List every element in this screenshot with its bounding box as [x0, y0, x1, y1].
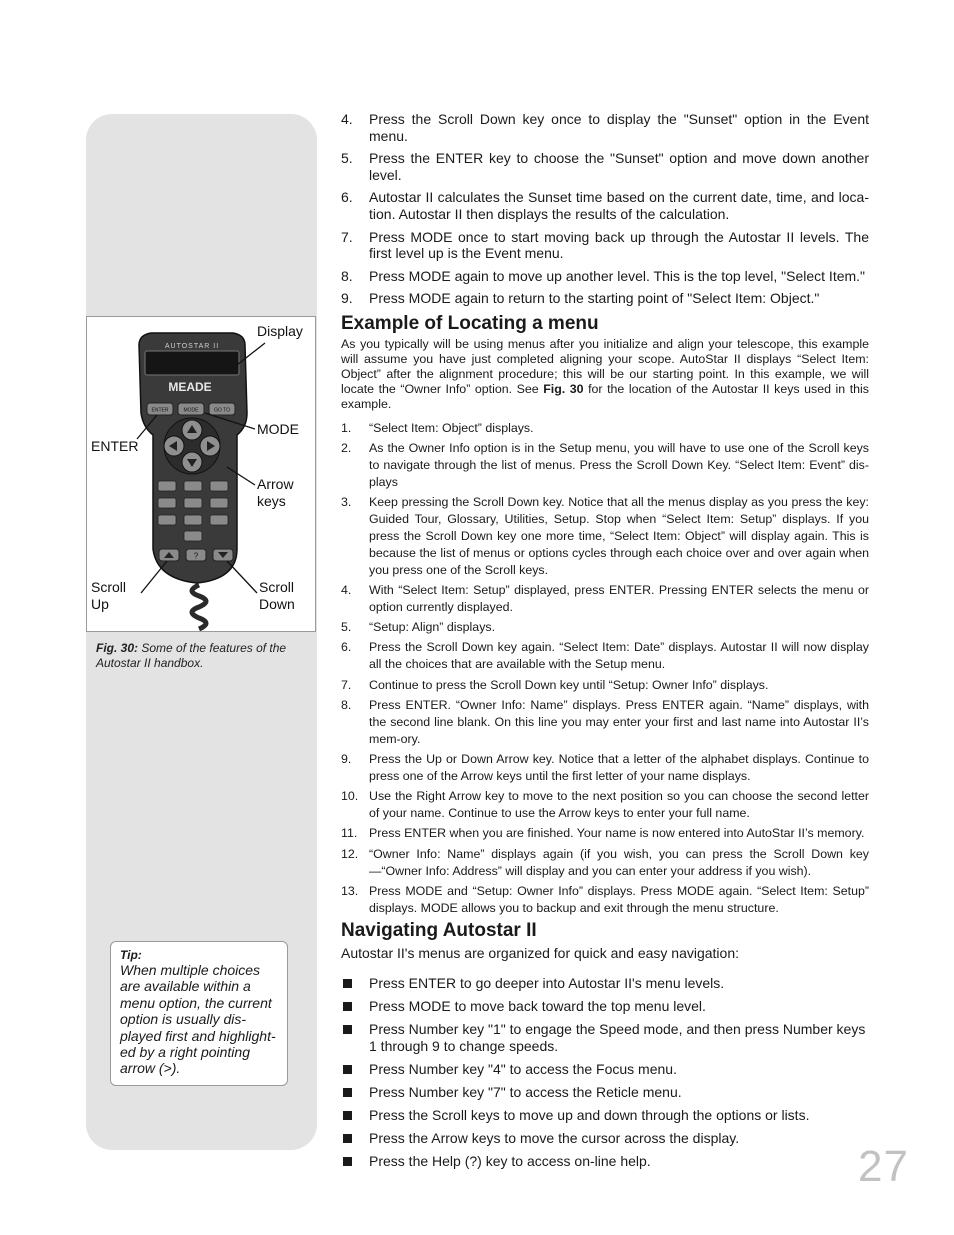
number-key[interactable]: [158, 515, 176, 525]
step-text: “Setup: Align” displays.: [369, 620, 496, 635]
label-mode: MODE: [257, 421, 299, 437]
navigating-intro: Autostar II's menus are organized for quick and easy navigation:: [341, 945, 740, 962]
step-text: Press ENTER. “Owner Info: Name” displays. Press ENTER again. “Name” displays, with the second line blank. On this line you may enter your first and last name into Autostar II’s mem-ory.: [369, 698, 869, 746]
handbox-display: [145, 351, 239, 375]
step-text: With “Select Item: Setup” displayed, press ENTER. Pressing ENTER selects the menu or option currently displayed.: [369, 582, 869, 614]
bullet-text: Press the Arrow keys to move the cursor across the display.: [369, 1130, 740, 1147]
step-text: Press MODE once to start moving back up through the Autostar II levels. The first level up is the Event menu.: [369, 228, 869, 262]
step-text: Keep pressing the Scroll Down key. Notice that all the menus display as you press the key: Guided Tour, Glossary, Utilities, Setup. Stop when “Select Item: Setup” displays. If you press the Scroll Down key one more time, “Select Item: Object” will display again. This is because the list of menus or options cycles through each choice over and over again when you press one of the Scroll keys.: [369, 495, 869, 577]
goto-key-label: GO TO: [214, 407, 230, 414]
list-item: [341, 975, 869, 992]
figure-30: [86, 316, 316, 632]
bullet-square-icon: [343, 1002, 352, 1011]
list-item: [341, 883, 869, 917]
step-text: As the Owner Info option is in the Setup menu, you will have to use one of the Scroll keys to navigate through the list of menus. Press the Scroll Down Key. “Select Item: Event” dis-plays: [369, 441, 869, 489]
number-key[interactable]: [184, 515, 202, 525]
step-text: Continue to press the Scroll Down key until “Setup: Owner Info” displays.: [369, 677, 769, 692]
coiled-cord: [192, 585, 206, 629]
tip-body: When multiple choices are available within a menu option, the current option is usually dis-played first and highlight-ed by a right pointing arrow (>).: [120, 962, 276, 1077]
label-scroll-up-line2: Up: [91, 596, 109, 612]
step-number: 13.: [341, 883, 359, 898]
step-number: 1.: [341, 420, 352, 435]
meade-logo: MEADE: [168, 380, 212, 394]
number-key[interactable]: [184, 531, 202, 541]
navigating-heading: Navigating Autostar II: [341, 920, 537, 942]
bullet-text: Press Number key "4" to access the Focus menu.: [369, 1061, 677, 1078]
main-column: [341, 111, 869, 1177]
list-item: [341, 189, 869, 222]
step-number: 9.: [341, 290, 353, 307]
step-text: Press the ENTER key to choose the "Sunset" option and move down another level.: [369, 150, 869, 183]
list-item: [341, 494, 869, 578]
label-scroll-down: [259, 579, 295, 613]
list-item: [341, 677, 869, 694]
label-enter: ENTER: [91, 438, 139, 454]
list-item: [341, 268, 869, 285]
help-key-label: ?: [193, 551, 199, 561]
navigating-bullets: [341, 975, 869, 1170]
list-item: [341, 825, 869, 842]
list-item: [341, 846, 869, 880]
step-text: Autostar II calculates the Sunset time based on the current date, time, and loca-tion. Autostar II then displays the results of the calculation.: [369, 189, 869, 222]
top-keys: [147, 403, 235, 415]
step-text: Press the Scroll Down key again. “Select Item: Date” displays. Autostar II will now display all the choices that are available with the Setup menu.: [369, 640, 869, 672]
intro-text-b: for the location of the Autostar II keys used in this example.: [341, 381, 870, 411]
step-number: 7.: [341, 677, 352, 692]
caption-text: Some of the features of the Autostar II handbox.: [96, 641, 287, 670]
bullet-text: Press the Help (?) key to access on-line help.: [369, 1153, 651, 1170]
step-number: 3.: [341, 495, 352, 510]
label-scroll-up: [91, 579, 126, 613]
step-text: Press the Scroll Down key once to display the "Sunset" option in the Event menu.: [369, 111, 869, 144]
tip-box: [110, 941, 288, 1086]
intro-figure-ref: Fig. 30: [543, 381, 584, 396]
step-number: 12.: [341, 846, 359, 861]
number-key[interactable]: [210, 498, 228, 508]
list-item: [341, 1130, 869, 1147]
list-item: [341, 1153, 869, 1170]
page-number: 27: [858, 1142, 909, 1191]
step-text: Press ENTER when you are finished. Your name is now entered into AutoStar II’s memory.: [369, 826, 865, 841]
bullet-text: Press Number key "1" to engage the Speed mode, and then press Number keys 1 through 9 to change speeds.: [369, 1021, 866, 1054]
step-text: Press MODE again to return to the starting point of "Select Item: Object.": [369, 290, 820, 307]
list-item: [341, 1061, 869, 1078]
steps-top-list: [341, 111, 869, 307]
label-scroll-up-line1: Scroll: [91, 579, 127, 595]
label-arrow-line2: keys: [257, 493, 286, 509]
number-key[interactable]: [184, 498, 202, 508]
number-key[interactable]: [158, 481, 176, 491]
figure-caption: [96, 641, 308, 671]
step-text: “Select Item: Object” displays.: [369, 420, 534, 435]
number-key[interactable]: [158, 498, 176, 508]
example-steps-list: [341, 420, 869, 917]
caption-label: Fig. 30:: [96, 641, 139, 655]
list-item: [341, 440, 869, 490]
number-key[interactable]: [210, 515, 228, 525]
number-key[interactable]: [184, 481, 202, 491]
bullet-text: Press the Scroll keys to move up and down through the options or lists.: [369, 1107, 810, 1124]
step-number: 9.: [341, 752, 352, 767]
intro-text-a: As you typically will be using menus after you initialize and align your telescope, this example will assume you have just completed aligning your scope. AutoStar II displays “Select Item: Object” after the alignment procedure; this will be our starting point. In this example, we will locate the “Owner Info” option. See: [341, 336, 869, 396]
step-number: 7.: [341, 228, 353, 245]
label-scroll-down-line1: Scroll: [259, 579, 295, 595]
step-text: Press the Up or Down Arrow key. Notice that a letter of the alphabet displays. Continue to press one of the Arrow keys until the first letter of your name displays.: [369, 752, 869, 783]
step-number: 8.: [341, 267, 353, 284]
list-item: [341, 420, 869, 437]
list-item: [341, 1084, 869, 1101]
list-item: [341, 788, 869, 822]
bullet-text: Press ENTER to go deeper into Autostar II's menu levels.: [369, 975, 725, 992]
bullet-text: Press MODE to move back toward the top menu level.: [369, 998, 706, 1015]
list-item: [341, 111, 869, 144]
example-intro: [341, 337, 869, 412]
step-text: Press MODE and “Setup: Owner Info” displays. Press MODE again. “Select Item: Setup” displays. MODE allows you to backup and exit through the menu structure.: [369, 883, 869, 915]
list-item: [341, 639, 869, 673]
bullet-square-icon: [343, 1088, 352, 1097]
list-item: [341, 1021, 869, 1054]
step-number: 8.: [341, 698, 352, 713]
step-number: 5.: [341, 150, 353, 167]
step-number: 4.: [341, 111, 353, 127]
list-item: [341, 998, 869, 1015]
list-item: [341, 751, 869, 785]
step-text: “Owner Info: Name” displays again (if you wish, you can press the Scroll Down key—“Owner Info: Address” will display and you can enter your address if you wish).: [369, 846, 869, 878]
label-scroll-down-line2: Down: [259, 596, 295, 612]
step-text: Use the Right Arrow key to move to the next position so you can choose the second letter of your name. Continue to use the Arrow keys to enter your full name.: [369, 789, 869, 821]
bullet-square-icon: [343, 979, 352, 988]
enter-key-label: ENTER: [151, 407, 169, 414]
number-key[interactable]: [210, 481, 228, 491]
step-number: 2.: [341, 441, 352, 456]
list-item: [341, 290, 869, 307]
list-item: [341, 229, 869, 262]
step-number: 11.: [341, 826, 358, 841]
tip-title: Tip:: [120, 948, 142, 962]
bullet-text: Press Number key "7" to access the Reticle menu.: [369, 1084, 682, 1101]
bullet-square-icon: [343, 1065, 352, 1074]
list-item: [341, 1107, 869, 1124]
step-number: 6.: [341, 189, 353, 206]
bullet-square-icon: [343, 1157, 352, 1166]
step-number: 5.: [341, 620, 352, 635]
label-arrow-line1: Arrow: [257, 476, 294, 492]
step-number: 10.: [341, 789, 359, 804]
bullet-square-icon: [343, 1134, 352, 1143]
example-heading: Example of Locating a menu: [341, 312, 599, 334]
list-item: [341, 619, 869, 636]
bullet-square-icon: [343, 1111, 352, 1120]
step-text: Press MODE again to move up another level. This is the top level, "Select Item.": [369, 267, 866, 284]
bottom-keys: [159, 549, 233, 561]
label-arrow-keys: [257, 476, 294, 510]
mode-key-label: MODE: [183, 407, 199, 414]
label-display: Display: [257, 323, 303, 339]
list-item: [341, 582, 869, 616]
step-number: 4.: [341, 582, 352, 597]
list-item: [341, 150, 869, 183]
handbox-brand-line: AUTOSTAR II: [164, 343, 220, 350]
list-item: [341, 697, 869, 747]
step-number: 6.: [341, 640, 352, 655]
bullet-square-icon: [343, 1025, 352, 1034]
arrow-pad: [164, 418, 220, 474]
